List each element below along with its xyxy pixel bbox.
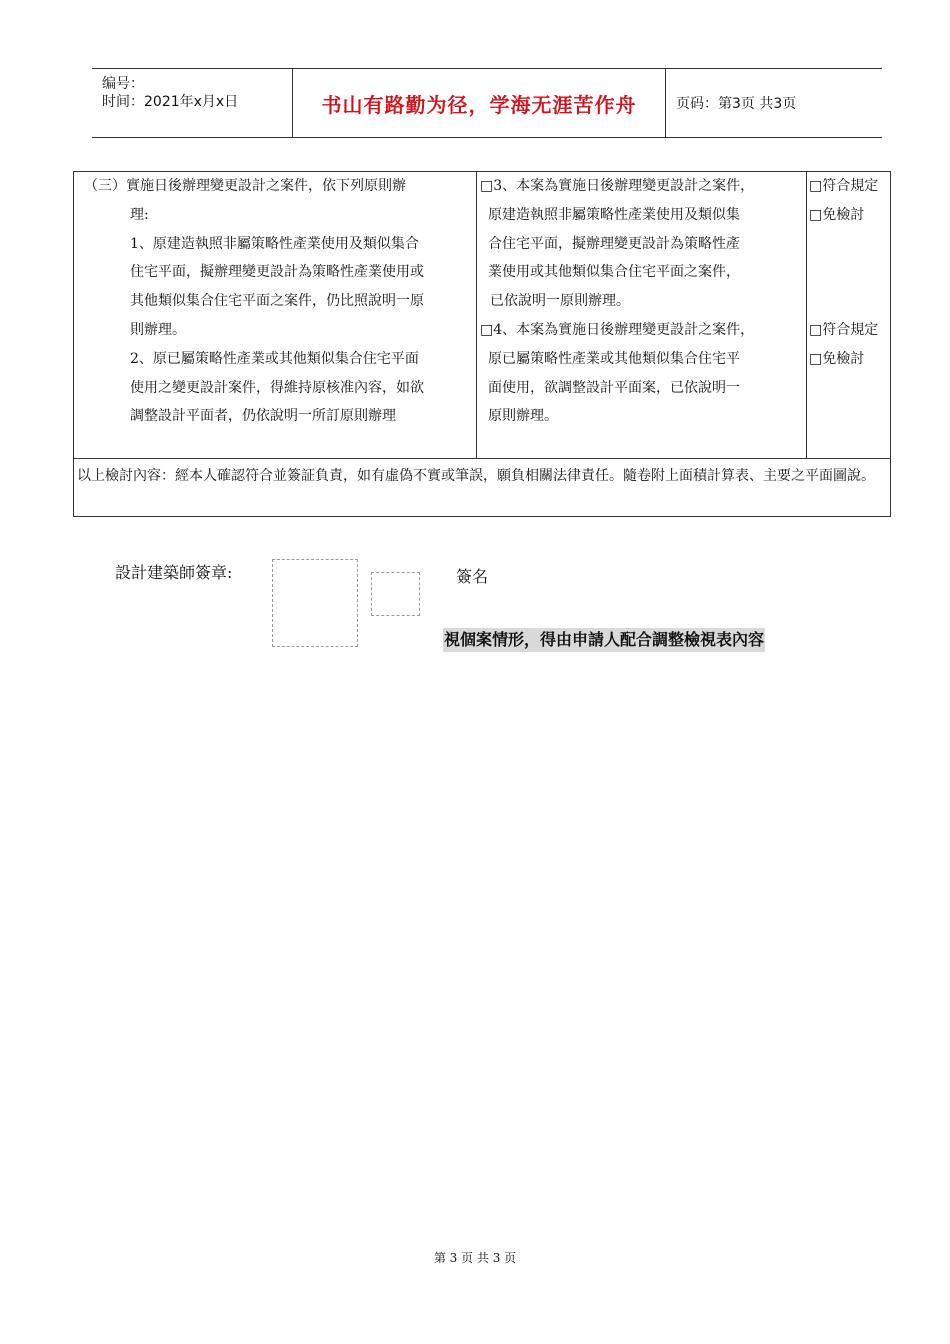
serial-number-label: 编号： <box>102 76 144 92</box>
middle-text-line: 業使用或其他類似集合住宅平面之案件， <box>488 264 740 280</box>
document-header <box>92 68 882 138</box>
declaration-text: 以上檢討內容：經本人確認符合並簽証負責，如有虛偽不實或筆誤，願負相關法律責任。隨卷附上面積計算表、主要之平面圖說。 <box>77 468 875 484</box>
middle-text-line: 已依說明一原則辦理。 <box>490 293 630 309</box>
review-table <box>73 171 891 517</box>
page-footer: 第 3 页 共 3 页 <box>433 1251 517 1265</box>
exempt-checkbox[interactable]: □免檢討 <box>809 351 865 367</box>
header-motto-cell <box>293 69 666 137</box>
left-text-line: 使用之變更設計案件，得維持原核准內容，如欲 <box>130 380 424 396</box>
left-text-line: 1、原建造執照非屬策略性產業使用及類似集合 <box>130 236 419 252</box>
header-meta-cell <box>92 69 293 137</box>
time-label: 时间：2021年x月x日 <box>102 94 239 110</box>
left-text-line: 理: <box>130 207 149 223</box>
middle-text-line: 原已屬策略性產業或其他類似集合住宅平 <box>488 351 740 367</box>
conform-checkbox[interactable]: □符合規定 <box>809 178 879 194</box>
middle-text-line: □3、本案為實施日後辦理變更設計之案件， <box>480 178 755 194</box>
middle-text-line: □4、本案為實施日後辦理變更設計之案件， <box>480 322 755 338</box>
header-page-cell <box>666 69 882 137</box>
column-divider <box>806 172 807 458</box>
architect-seal-label: 設計建築師簽章: <box>115 563 233 582</box>
adjustment-note: 視個案情形，得由申請人配合調整檢視表內容 <box>443 628 765 652</box>
left-text-line: 其他類似集合住宅平面之案件，仍比照說明一原 <box>130 293 424 309</box>
left-text-line: （三）實施日後辦理變更設計之案件，依下列原則辦 <box>84 178 406 194</box>
left-text-line: 住宅平面，擬辦理變更設計為策略性產業使用或 <box>130 264 424 280</box>
row-divider <box>74 458 890 459</box>
left-text-line: 2、原已屬策略性產業或其他類似集合住宅平面 <box>130 351 419 367</box>
middle-text-line: 合住宅平面，擬辦理變更設計為策略性產 <box>488 236 740 252</box>
seal-box-large[interactable] <box>272 559 358 647</box>
signature-label: 簽名 <box>456 567 489 586</box>
middle-text-line: 原則辦理。 <box>488 408 558 424</box>
left-text-line: 調整設計平面者，仍依說明一所訂原則辦理 <box>130 408 396 424</box>
middle-text-line: 原建造執照非屬策略性產業使用及類似集 <box>488 207 740 223</box>
column-divider <box>476 172 477 458</box>
left-text-line: 則辦理。 <box>130 322 186 338</box>
exempt-checkbox[interactable]: □免檢討 <box>809 207 865 223</box>
page-number-label: 页码：第3页 共3页 <box>676 96 797 112</box>
motto-text: 书山有路勤为径，学海无涯苦作舟 <box>321 92 637 117</box>
middle-text-line: 面使用，欲調整設計平面案，已依說明一 <box>488 380 740 396</box>
conform-checkbox[interactable]: □符合規定 <box>809 322 879 338</box>
seal-box-small[interactable] <box>371 572 420 616</box>
